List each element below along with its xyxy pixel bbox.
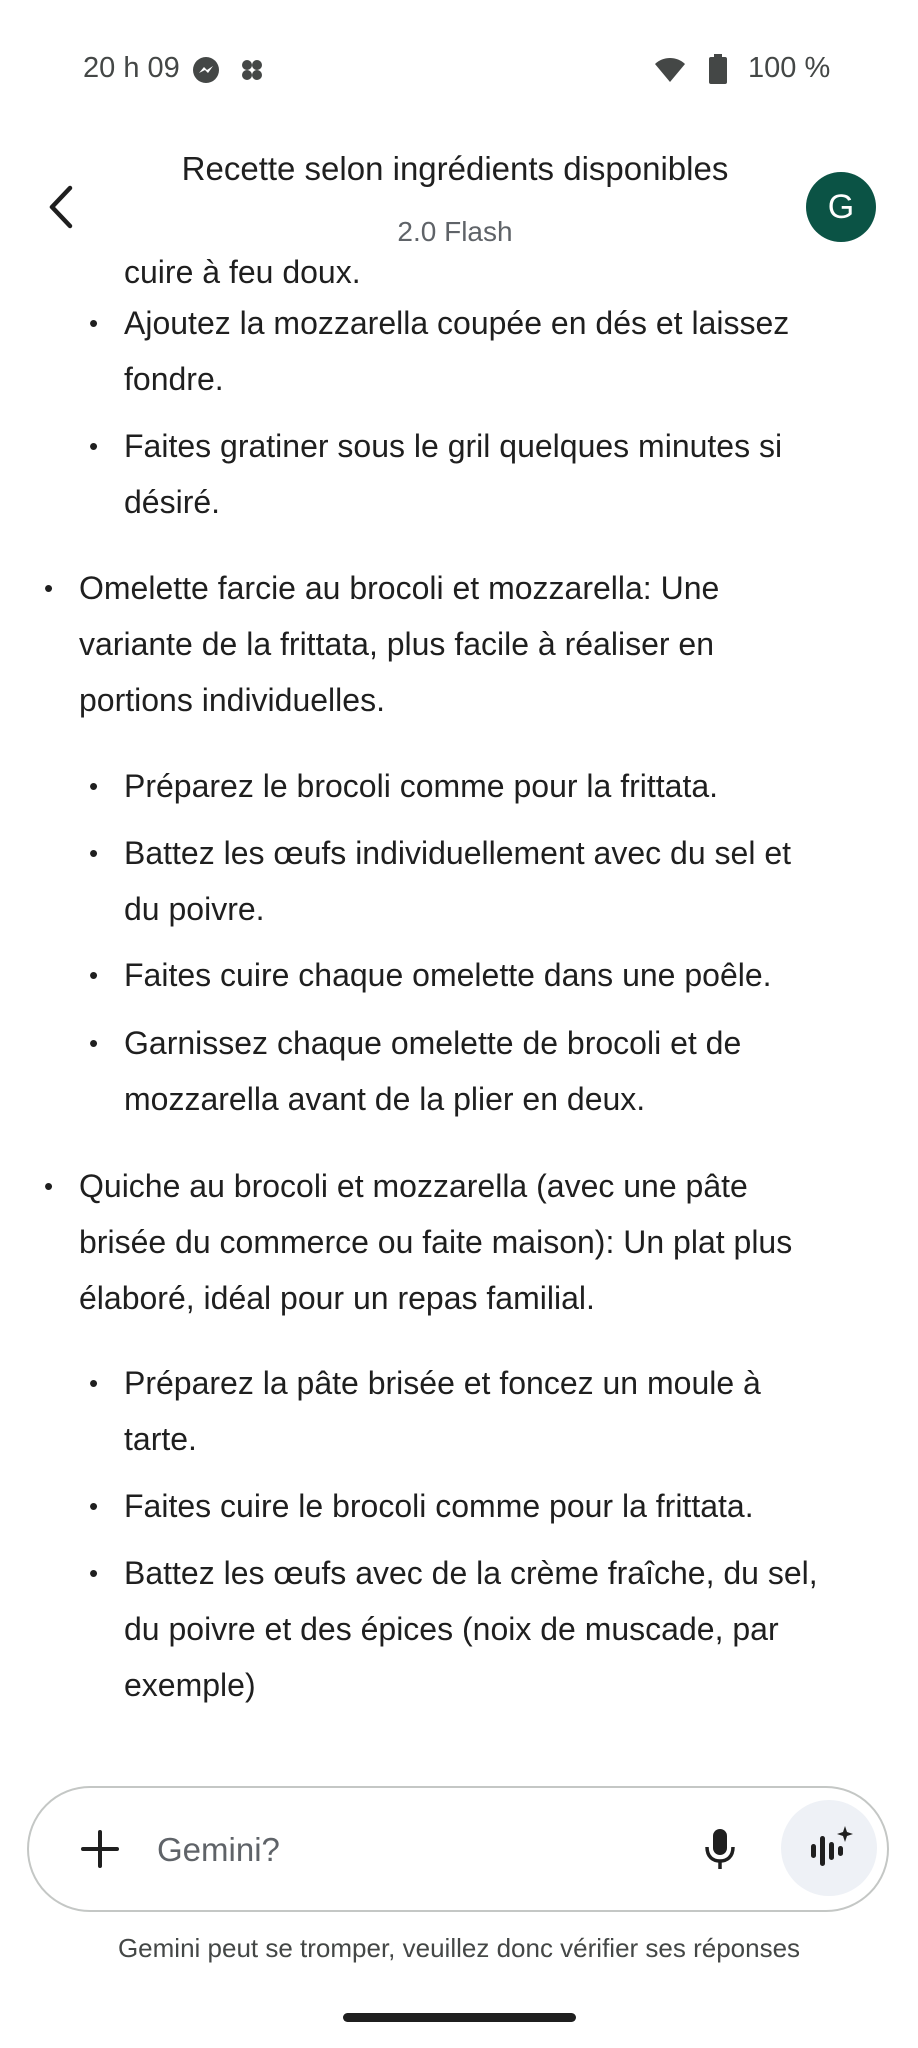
bullet-icon: • (44, 573, 54, 603)
list-item: Omelette farcie au brocoli et mozzarella: Une (79, 570, 720, 606)
text-line: cuire à feu doux. (124, 254, 361, 290)
list-item-cont: brisée du commerce ou faite maison): Un plat plus (79, 1224, 793, 1260)
list-item-cont: élaboré, idéal pour un repas familial. (79, 1280, 595, 1316)
list-item: Faites cuire chaque omelette dans une poêle. (124, 957, 772, 993)
home-indicator[interactable] (343, 2013, 576, 2022)
list-item: Préparez le brocoli comme pour la frittata. (124, 768, 719, 804)
list-item: Faites gratiner sous le gril quelques minutes si (124, 428, 783, 464)
list-item: Faites cuire le brocoli comme pour la frittata. (124, 1488, 754, 1524)
bullet-icon: • (44, 1171, 54, 1201)
list-item: Préparez la pâte brisée et foncez un moule à (124, 1365, 761, 1401)
response-content (0, 254, 918, 1755)
back-arrow-icon (46, 185, 76, 229)
bullet-icon: • (89, 771, 99, 801)
status-time: 20 h 09 (83, 52, 180, 84)
bullet-icon: • (89, 308, 99, 338)
list-item-cont: portions individuelles. (79, 682, 385, 718)
list-item: Garnissez chaque omelette de brocoli et de (124, 1025, 742, 1061)
battery-percent: 100 % (748, 52, 831, 84)
list-item: Quiche au brocoli et mozzarella (avec une pâte (79, 1168, 748, 1204)
list-item-cont: désiré. (124, 484, 221, 520)
bullet-icon: • (89, 1558, 99, 1588)
list-item-cont: du poivre et des épices (noix de muscade, par (124, 1611, 779, 1647)
bullet-icon: • (89, 838, 99, 868)
model-selector[interactable]: 2.0 Flash (397, 216, 513, 247)
bullet-icon: • (89, 1491, 99, 1521)
list-item-cont: tarte. (124, 1421, 197, 1457)
chat-title: Recette selon ingrédients disponibles (181, 150, 729, 187)
prompt-bar (27, 1786, 889, 1912)
notification-app-icon (238, 56, 266, 89)
battery-icon (709, 54, 727, 89)
bullet-icon: • (89, 1368, 99, 1398)
list-item-cont: fondre. (124, 361, 224, 397)
list-item: Ajoutez la mozzarella coupée en dés et laissez (124, 305, 790, 341)
list-item-cont: exemple) (124, 1667, 256, 1703)
plus-icon (79, 1828, 121, 1870)
add-attachment-button[interactable] (69, 1818, 131, 1880)
gemini-live-button[interactable] (781, 1800, 877, 1896)
wifi-icon (654, 56, 686, 89)
gemini-live-icon (805, 1824, 853, 1872)
list-item-cont: du poivre. (124, 891, 265, 927)
list-item-cont: variante de la frittata, plus facile à réaliser en (79, 626, 714, 662)
avatar[interactable]: G (806, 172, 876, 242)
list-item-cont: mozzarella avant de la plier en deux. (124, 1081, 646, 1117)
bullet-icon: • (89, 1028, 99, 1058)
messenger-icon (192, 56, 220, 89)
back-button[interactable] (34, 180, 88, 234)
prompt-input[interactable] (155, 1818, 679, 1882)
bullet-icon: • (89, 960, 99, 990)
list-item: Battez les œufs avec de la crème fraîche, du sel, (124, 1555, 818, 1591)
bullet-icon: • (89, 431, 99, 461)
microphone-icon (703, 1827, 737, 1871)
status-bar (0, 0, 918, 140)
microphone-button[interactable] (689, 1818, 751, 1880)
list-item: Battez les œufs individuellement avec du sel et (124, 835, 791, 871)
disclaimer: Gemini peut se tromper, veuillez donc vérifier ses réponses (117, 1933, 801, 1963)
